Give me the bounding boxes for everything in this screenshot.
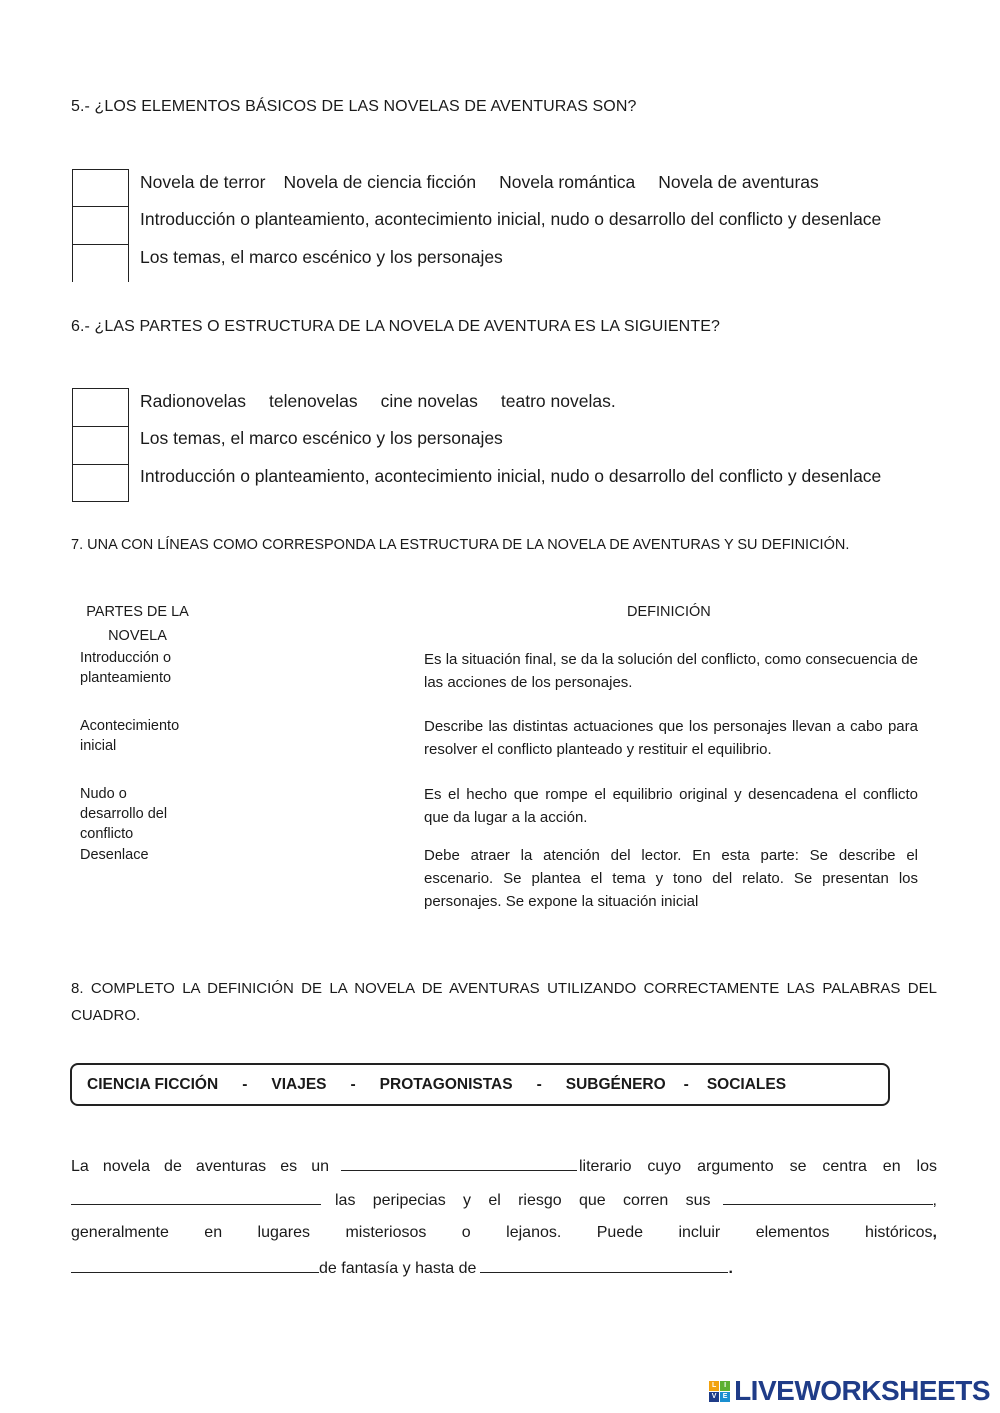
q6-option-1-b: telenovelas xyxy=(269,391,358,411)
q7-definition-2[interactable]: Describe las distintas actuaciones que los personajes llevan a cabo para resolver el conflicto planteado y restituir el equilibrio. xyxy=(424,718,918,758)
q7-part-4[interactable]: Desenlace xyxy=(80,847,149,863)
q8-blank-2[interactable] xyxy=(71,1190,321,1205)
q8-blank-5[interactable] xyxy=(480,1258,728,1273)
word-3: PROTAGONISTAS xyxy=(379,1075,513,1093)
q7-title: 7. UNA CON LÍNEAS COMO CORRESPONDA LA ESTRUCTURA DE LA NOVELA DE AVENTURAS Y SU DEFINICIÓN. xyxy=(71,537,850,553)
q6-option-1-a: Radionovelas xyxy=(140,391,247,411)
q5-option-2: Introducción o planteamiento, acontecimiento inicial, nudo o desarrollo del conflicto y desenlace xyxy=(140,209,882,229)
q7-definition-3[interactable]: Es el hecho que rompe el equilibrio original y desencadena el conflicto que da lugar a la acción. xyxy=(424,786,918,826)
q8-blank-4[interactable] xyxy=(71,1258,319,1273)
q8-text-4: generalmente en lugares misteriosos o lejanos. Puede incluir elementos históricos xyxy=(71,1224,933,1241)
word-separator: - xyxy=(536,1075,542,1093)
q5-checkbox-1[interactable] xyxy=(72,169,129,207)
q5-checkbox-2[interactable] xyxy=(72,206,129,245)
q7-right-header: DEFINICIÓN xyxy=(627,604,711,620)
q5-checkbox-3[interactable] xyxy=(72,244,129,282)
logo-text: LIVEWORKSHEETS xyxy=(734,1375,990,1406)
word-1: CIENCIA FICCIÓN xyxy=(87,1075,219,1093)
q5-option-1-b: Novela de ciencia ficción xyxy=(283,172,477,192)
q6-option-1 xyxy=(140,391,616,412)
q8-blank-1[interactable] xyxy=(341,1156,577,1171)
q7-definition-1[interactable]: Es la situación final, se da la solución del conflicto, como consecuencia de las acciones de los personajes. xyxy=(424,651,918,691)
q6-checkbox-2[interactable] xyxy=(72,426,129,465)
q8-line-2: las peripecias y el riesgo que corren sus , xyxy=(71,1190,937,1210)
q6-option-1-d: teatro novelas. xyxy=(500,391,616,411)
q6-checkbox-3[interactable] xyxy=(72,464,129,502)
word-separator: - xyxy=(242,1075,248,1093)
q6-option-1-c: cine novelas xyxy=(380,391,478,411)
word-2: VIAJES xyxy=(271,1075,327,1093)
q5-option-1-c: Novela romántica xyxy=(499,172,636,192)
liveworksheets-logo xyxy=(709,1375,990,1407)
word-separator: - xyxy=(350,1075,356,1093)
q8-text-5: de fantasía y hasta de xyxy=(319,1260,477,1277)
q5-title: 5.- ¿LOS ELEMENTOS BÁSICOS DE LAS NOVELAS DE AVENTURAS SON? xyxy=(71,98,637,115)
q7-left-header: PARTES DE LA NOVELA xyxy=(86,604,189,644)
q6-title: 6.- ¿LAS PARTES O ESTRUCTURA DE LA NOVELA DE AVENTURA ES LA SIGUIENTE? xyxy=(71,318,720,335)
q6-option-3: Introducción o planteamiento, acontecimiento inicial, nudo o desarrollo del conflicto y desenlace xyxy=(140,466,882,486)
q5-option-1-a: Novela de terror xyxy=(140,172,266,192)
q8-text-3: las peripecias y el riesgo que corren sus xyxy=(335,1192,711,1209)
word-bank xyxy=(70,1063,890,1106)
q7-part-1[interactable]: Introducción o planteamiento xyxy=(80,650,172,686)
q8-line-3: generalmente en lugares misteriosos o lejanos. Puede incluir elementos históricos , xyxy=(71,1224,937,1241)
q8-blank-3[interactable] xyxy=(723,1190,933,1205)
word-4: SUBGÉNERO xyxy=(565,1075,666,1093)
q8-line-4: de fantasía y hasta de . xyxy=(71,1258,733,1278)
q8-text-2: literario cuyo argumento se centra en los xyxy=(579,1158,937,1175)
word-5: SOCIALES xyxy=(706,1075,787,1093)
logo-icon: L I V E xyxy=(709,1381,730,1402)
q7-part-2[interactable]: Acontecimiento inicial xyxy=(80,718,180,754)
q8-line-1 xyxy=(71,1156,937,1176)
q7-part-3[interactable]: Nudo o desarrollo del conflicto xyxy=(80,786,168,842)
q6-option-2: Los temas, el marco escénico y los personajes xyxy=(140,428,503,448)
word-separator: - xyxy=(683,1075,689,1093)
q6-checkbox-1[interactable] xyxy=(72,388,129,427)
q8-title: 8. COMPLETO LA DEFINICIÓN DE LA NOVELA DE AVENTURAS UTILIZANDO CORRECTAMENTE LAS PALABRAS DEL CUADRO. xyxy=(71,980,937,1024)
q5-option-1-d: Novela de aventuras xyxy=(658,172,819,192)
q5-option-1 xyxy=(140,172,819,193)
q5-option-3: Los temas, el marco escénico y los personajes xyxy=(140,247,503,267)
q7-definition-4[interactable]: Debe atraer la atención del lector. En esta parte: Se describe el escenario. Se plantea el tema y tono del relato. Se presentan los personajes. Se expone la situación inicial xyxy=(424,847,918,910)
q8-text-1: La novela de aventuras es un xyxy=(71,1158,329,1175)
